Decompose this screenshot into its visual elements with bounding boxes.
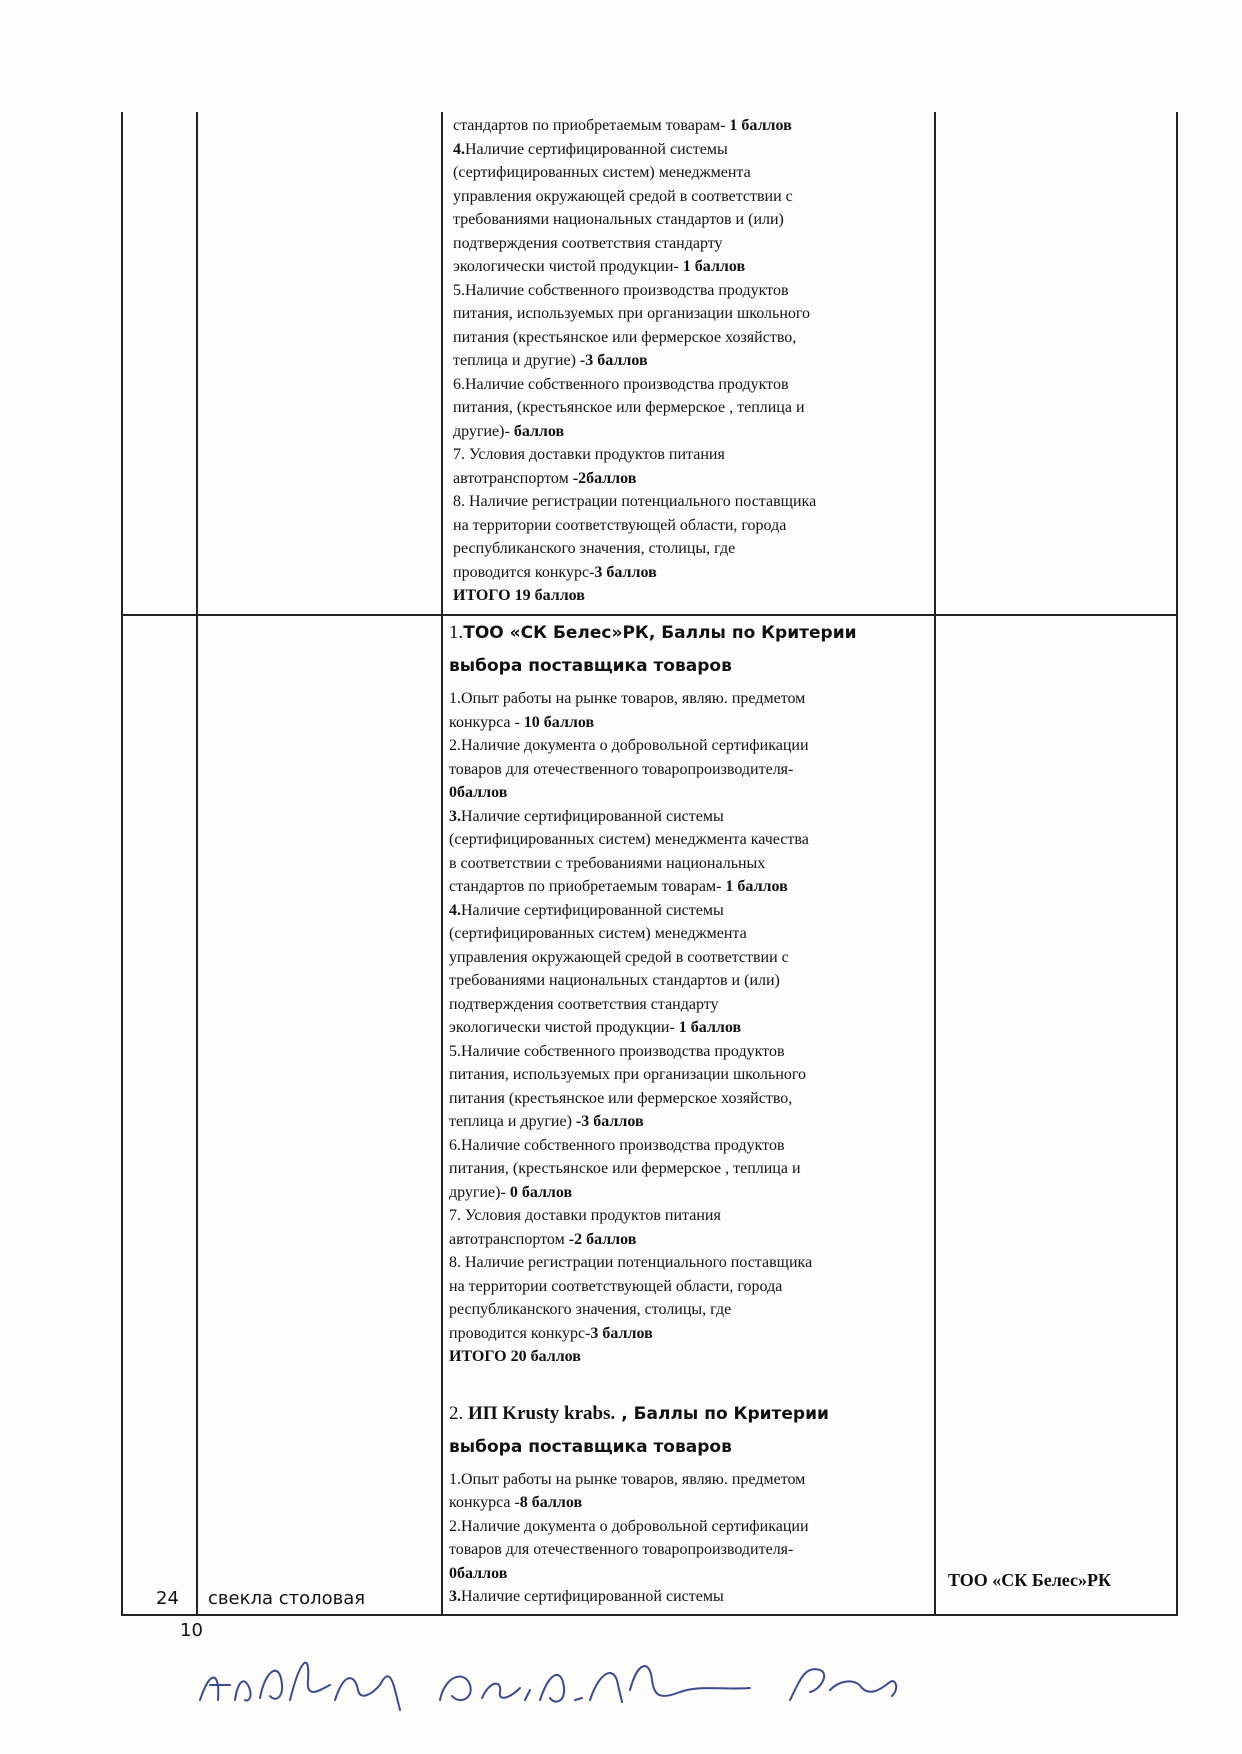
row_main-supplier1-lines-text: ИТОГО 20 баллов — [449, 1348, 581, 1365]
row_top-lines-text: Наличие сертифицированной системы — [465, 140, 728, 158]
row_main-supplier1-lines-line — [449, 1345, 933, 1369]
row_main-supplier1-lines-text: 1 баллов — [678, 1019, 742, 1036]
row_main-supplier1-lines-line — [449, 1275, 933, 1299]
row_main-supplier1-lines-text: подтверждения соответствия стандарту — [449, 995, 719, 1013]
table-divider-number — [196, 112, 198, 1616]
row_main-supplier1-lines-line — [449, 899, 933, 923]
row_main-supplier2-lines-text: 8 баллов — [519, 1494, 583, 1511]
criteria-cell-row-24 — [449, 616, 933, 1609]
row_top-lines-text: питания, используемых при организации школьного — [453, 305, 811, 322]
row_main-supplier1-lines-text: 1 баллов — [725, 878, 788, 895]
criteria-cell-continued — [453, 114, 931, 608]
row_top-lines-text: питания (крестьянское или фермерское хозяйство, — [453, 328, 797, 346]
row_main-supplier2-lines-line — [449, 1515, 933, 1539]
row_top-lines-text: 7. Условия доставки продуктов питания — [453, 446, 725, 463]
row_main-supplier2-lines-text: Наличие сертифицированной системы — [461, 1588, 724, 1605]
page-number: 10 — [180, 1620, 203, 1641]
row_top-lines-line — [453, 255, 931, 279]
supplier1-heading-rest: Баллы по Критерии — [655, 623, 857, 643]
row_top-lines-text: 8. Наличие регистрации потенциального поставщика — [453, 493, 817, 510]
table-border-right — [1176, 112, 1178, 1616]
row_main-supplier1-lines-text: Наличие сертифицированной системы — [461, 901, 724, 919]
row_main-supplier1-lines-text: питания, используемых при организации школьного — [449, 1066, 807, 1083]
row_main-supplier2-lines-text: 0баллов — [449, 1564, 508, 1582]
row_main-supplier1-lines-text: 3 баллов — [590, 1324, 653, 1342]
row_main-supplier1-lines-line — [449, 1063, 933, 1087]
row_main-supplier1-lines-text: теплица и другие) — [449, 1113, 576, 1130]
row_main-supplier1-lines-line — [449, 852, 933, 876]
row_main-supplier1-lines-line — [449, 805, 933, 829]
row_main-supplier1-lines-text: 4. — [449, 901, 461, 919]
row_main-supplier1-lines-text: стандартов по приобретаемым товарам- — [449, 878, 726, 895]
row_main-supplier1-lines-line — [449, 1181, 933, 1205]
row_top-lines-line — [453, 349, 931, 373]
row_main-supplier2-lines-text: конкурса - — [449, 1494, 520, 1511]
row_main-supplier1-lines-line — [449, 1087, 933, 1111]
winner-name: ТОО «СК Белес»РК — [948, 1570, 1112, 1590]
row_main-supplier1-lines-text: управления окружающей средой в соответствии с — [449, 948, 789, 966]
row_main-supplier1-lines-text: 3. — [449, 807, 461, 825]
row_top-lines-line — [453, 279, 931, 303]
row_main-supplier1-lines-text: 7. Условия доставки продуктов питания — [449, 1207, 721, 1224]
row_main-supplier1-lines-line — [449, 1298, 933, 1322]
row_main-supplier1-lines-text: 2.Наличие документа о добровольной сертификации — [449, 737, 809, 754]
row_main-supplier2-lines-line — [449, 1468, 933, 1492]
row_main-supplier1-lines-line — [449, 1040, 933, 1064]
supplier1-criteria — [449, 687, 933, 1369]
row_main-supplier1-lines-text: -2 баллов — [568, 1230, 637, 1248]
row_main-supplier1-lines-line — [449, 711, 933, 735]
signature-2 — [440, 1666, 750, 1702]
row_main-supplier1-lines-text: -3 баллов — [575, 1113, 644, 1130]
row_main-supplier1-lines-text: питания (крестьянское или фермерское хозяйство, — [449, 1089, 793, 1107]
row_top-lines-line — [453, 185, 931, 209]
row_main-supplier1-lines-line — [449, 1228, 933, 1252]
table-border-left — [121, 112, 123, 1616]
row_main-supplier1-lines-text: товаров для отечественного товаропроизводителя- — [449, 760, 794, 778]
row_main-supplier1-lines-line — [449, 1134, 933, 1158]
row_main-supplier1-lines-line — [449, 758, 933, 782]
row_main-supplier1-lines-text: 0баллов — [449, 784, 508, 801]
row_main-supplier1-lines-text: 8. Наличие регистрации потенциального поставщика — [449, 1254, 813, 1271]
signatures — [190, 1630, 1010, 1720]
row_top-lines-line — [453, 114, 931, 138]
row_top-lines-text: на территории соответствующей области, города — [453, 516, 787, 534]
row_main-supplier1-lines-text: (сертифицированных систем) менеджмента — [449, 925, 747, 942]
row_top-lines-text: подтверждения соответствия стандарту — [453, 234, 723, 252]
row_top-lines-line — [453, 584, 931, 608]
row_top-lines-line — [453, 561, 931, 585]
row_top-lines-line — [453, 490, 931, 514]
row_main-supplier1-lines-line — [449, 1110, 933, 1134]
row_main-supplier2-lines-text: 2.Наличие документа о добровольной сертификации — [449, 1517, 809, 1535]
supplier2-heading — [449, 1397, 933, 1464]
row_top-lines-text: управления окружающей средой в соответствии с — [453, 187, 793, 205]
row_main-supplier1-lines-text: автотранспортом — [449, 1230, 569, 1248]
row_top-lines-text: -2баллов — [572, 469, 637, 487]
row_top-lines-line — [453, 420, 931, 444]
row_main-supplier2-lines-text: товаров для отечественного товаропроизводителя- — [449, 1541, 794, 1558]
supplier2-heading-prefix: 2. — [449, 1402, 468, 1424]
row_top-lines-text: (сертифицированных систем) менеджмента — [453, 164, 751, 181]
row_top-lines-text: теплица и другие) — [453, 352, 580, 369]
table-border-bottom — [121, 1614, 1178, 1616]
row_main-supplier1-lines-text: конкурса - — [449, 713, 524, 731]
row_top-lines-line — [453, 326, 931, 350]
row_main-supplier2-lines-line — [449, 1491, 933, 1515]
row_top-lines-text: 5.Наличие собственного производства продуктов — [453, 281, 789, 299]
row_top-lines-line — [453, 396, 931, 420]
row_main-supplier1-lines-line — [449, 1251, 933, 1275]
row_top-lines-line — [453, 161, 931, 185]
row_top-lines-text: экологически чистой продукции- — [453, 258, 683, 275]
row_top-lines-line — [453, 514, 931, 538]
row_main-supplier1-lines-text: экологически чистой продукции- — [449, 1019, 679, 1036]
row_main-supplier1-lines-line — [449, 946, 933, 970]
supplier1-heading-line2: выбора поставщика товаров — [449, 656, 732, 676]
row_main-supplier1-lines-text: (сертифицированных систем) менеджмента качества — [449, 831, 809, 848]
row_main-supplier1-lines-text: Наличие сертифицированной системы — [461, 807, 724, 825]
row_top-lines-line — [453, 302, 931, 326]
supplier2-heading-rest: , Баллы по Критерии — [615, 1403, 829, 1424]
row_main-supplier1-lines-line — [449, 993, 933, 1017]
row_top-lines-line — [453, 232, 931, 256]
row_main-supplier1-lines-line — [449, 734, 933, 758]
row-number: 24 — [156, 1588, 179, 1609]
row_main-supplier1-lines-text: в соответствии с требованиями национальных — [449, 854, 766, 872]
row_main-supplier1-lines-text: 5.Наличие собственного производства продуктов — [449, 1042, 785, 1060]
row_main-supplier1-lines-line — [449, 875, 933, 899]
row_top-lines-line — [453, 537, 931, 561]
row_top-lines-text: -3 баллов — [579, 352, 648, 369]
row_main-supplier1-lines-line — [449, 1016, 933, 1040]
row_main-supplier1-lines-line — [449, 1157, 933, 1181]
row_main-supplier1-lines-text: 10 баллов — [523, 713, 595, 731]
row_main-supplier1-lines-line — [449, 828, 933, 852]
supplier2-heading-name: ИП Krusty krabs. — [468, 1402, 616, 1424]
row_top-lines-line — [453, 467, 931, 491]
row_main-supplier1-lines-text: 0 баллов — [509, 1183, 573, 1201]
row_top-lines-text: проводится конкурс- — [453, 563, 595, 581]
row_top-lines-line — [453, 373, 931, 397]
supplier1-heading-name: ТОО «СК Белес»РК, — [463, 623, 656, 643]
row_main-supplier2-lines-line — [449, 1538, 933, 1562]
supplier2-heading-line2: выбора поставщика товаров — [449, 1436, 732, 1457]
row_main-supplier1-lines-text: республиканского значения, столицы, где — [449, 1301, 732, 1318]
row_top-lines-text: ИТОГО 19 баллов — [453, 587, 585, 604]
row_main-supplier1-lines-text: на территории соответствующей области, города — [449, 1277, 783, 1295]
row_main-supplier1-lines-line — [449, 922, 933, 946]
row_top-lines-text: требованиями национальных стандартов и (или) — [453, 211, 784, 228]
row_top-lines-text: 4. — [453, 140, 465, 158]
row_main-supplier1-lines-text: 1.Опыт работы на рынке товаров, являю. предметом — [449, 690, 806, 707]
row_main-supplier2-lines-line — [449, 1585, 933, 1609]
row_top-lines-text: баллов — [513, 422, 565, 440]
row_main-supplier1-lines-text: требованиями национальных стандартов и (или) — [449, 972, 780, 989]
supplier1-heading — [449, 616, 933, 683]
row_top-lines-text: автотранспортом — [453, 469, 573, 487]
row_main-supplier2-lines-text: 1.Опыт работы на рынке товаров, являю. предметом — [449, 1470, 806, 1488]
row_main-supplier1-lines-line — [449, 1322, 933, 1346]
row_main-supplier1-lines-text: 6.Наличие собственного производства продуктов — [449, 1136, 785, 1154]
row_main-supplier1-lines-line — [449, 687, 933, 711]
row_main-supplier1-lines-line — [449, 781, 933, 805]
supplier1-heading-prefix: 1. — [449, 622, 464, 643]
row_main-supplier2-lines-text: 3. — [449, 1588, 461, 1605]
table-divider-criteria — [934, 112, 936, 1616]
row_top-lines-text: питания, (крестьянское или фермерское , теплица и — [453, 399, 805, 416]
row_top-lines-line — [453, 208, 931, 232]
row_main-supplier2-lines-line — [449, 1562, 933, 1586]
table-divider-product — [441, 112, 443, 1616]
row_main-supplier1-lines-text: проводится конкурс- — [449, 1324, 591, 1342]
row_top-lines-text: 1 баллов — [682, 258, 746, 275]
row_main-supplier1-lines-line — [449, 1204, 933, 1228]
signature-3 — [790, 1669, 896, 1700]
row_top-lines-text: другие)- — [453, 422, 514, 440]
signature-1 — [200, 1663, 400, 1710]
row_top-lines-line — [453, 138, 931, 162]
product-name: свекла столовая — [208, 1588, 366, 1609]
row_main-supplier1-lines-text: питания, (крестьянское или фермерское , теплица и — [449, 1160, 801, 1177]
row_top-lines-text: стандартов по приобретаемым товарам- — [453, 117, 730, 134]
row_top-lines-text: 6.Наличие собственного производства продуктов — [453, 375, 789, 393]
supplier2-criteria — [449, 1468, 933, 1609]
row_top-lines-text: республиканского значения, столицы, где — [453, 540, 736, 557]
row_top-lines-text: 3 баллов — [594, 563, 657, 581]
row_top-lines-line — [453, 443, 931, 467]
row_main-supplier1-lines-text: другие)- — [449, 1183, 510, 1201]
row_top-lines-text: 1 баллов — [729, 117, 792, 134]
row_main-supplier1-lines-line — [449, 969, 933, 993]
